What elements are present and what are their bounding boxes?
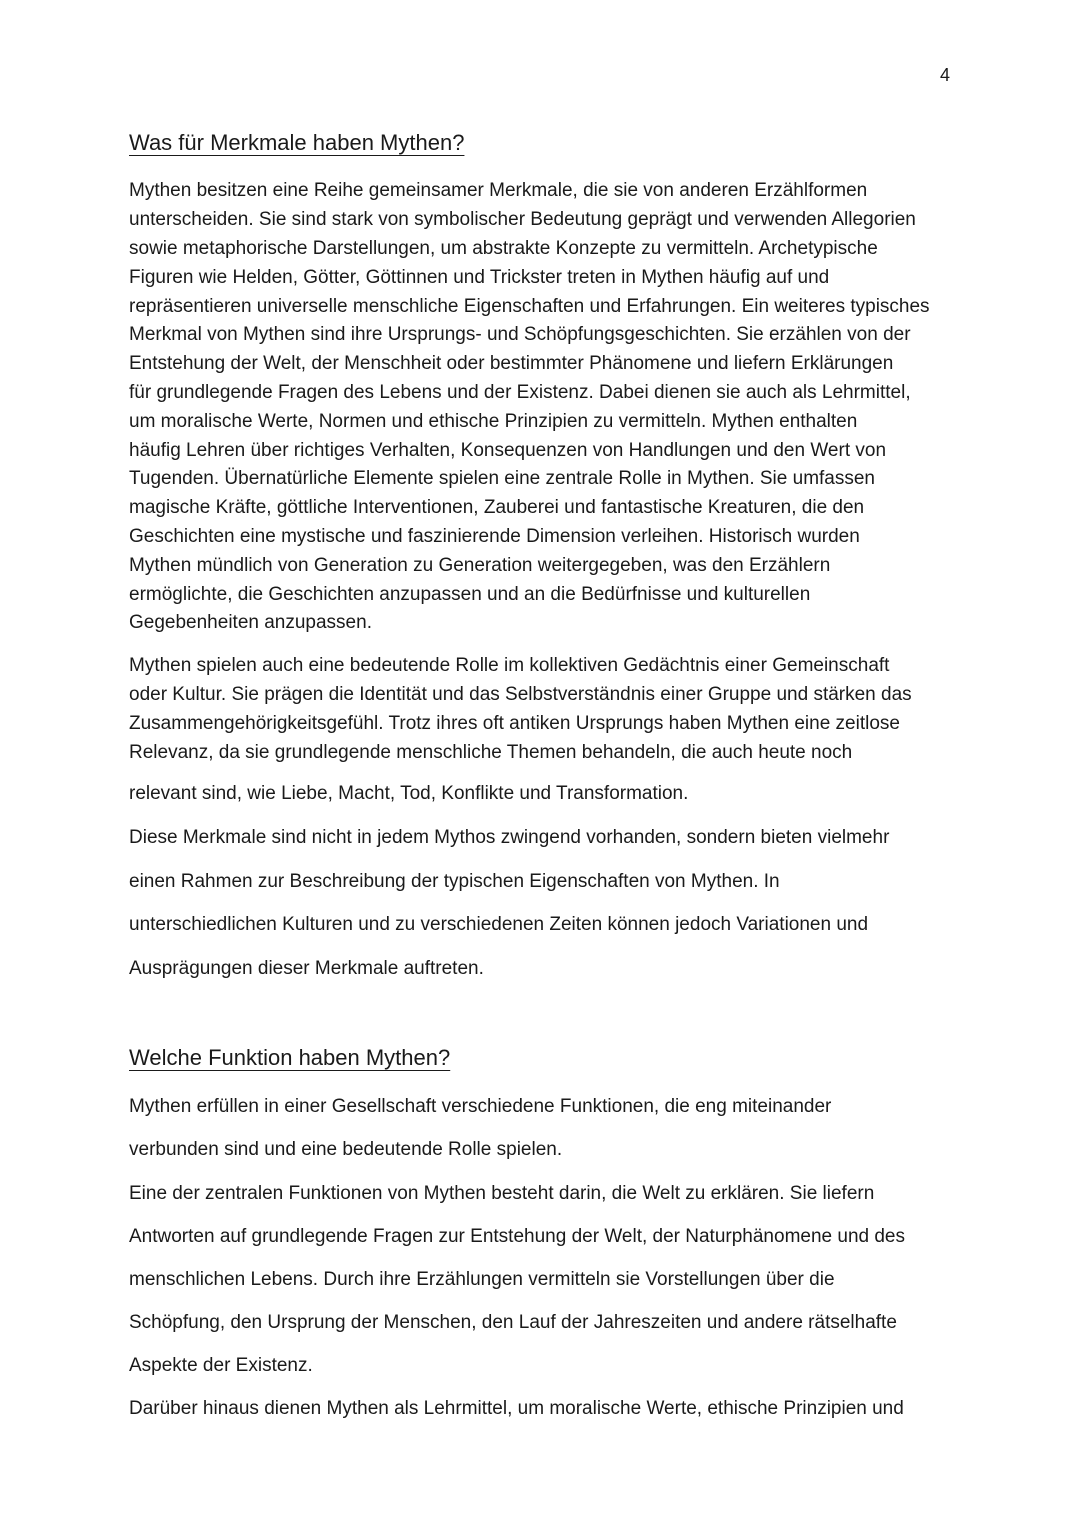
text-line: Diese Merkmale sind nicht in jedem Mythos zwingend vorhanden, sondern bieten vielmehr xyxy=(129,827,890,848)
text-line: Tugenden. Übernatürliche Elemente spielen eine zentrale Rolle in Mythen. Sie umfassen xyxy=(129,468,876,489)
text-line: unterschiedlichen Kulturen und zu verschiedenen Zeiten können jedoch Variationen und xyxy=(129,914,869,935)
text-line: Ausprägungen dieser Merkmale auftreten. xyxy=(129,958,484,979)
text-line: magische Kräfte, göttliche Interventionen, Zauberei und fantastische Kreaturen, die den xyxy=(129,497,865,518)
text-line: Darüber hinaus dienen Mythen als Lehrmittel, um moralische Werte, ethische Prinzipien und xyxy=(129,1398,904,1419)
text-line: Eine der zentralen Funktionen von Mythen besteht darin, die Welt zu erklären. Sie liefern xyxy=(129,1183,875,1204)
section-heading-merkmale: Was für Merkmale haben Mythen? xyxy=(129,130,465,155)
text-line: einen Rahmen zur Beschreibung der typischen Eigenschaften von Mythen. In xyxy=(129,871,780,892)
page-number: 4 xyxy=(940,65,951,85)
text-line: Gegebenheiten anzupassen. xyxy=(129,612,372,633)
text-line: relevant sind, wie Liebe, Macht, Tod, Konflikte und Transformation. xyxy=(129,783,689,804)
text-line: unterscheiden. Sie sind stark von symbolischer Bedeutung geprägt und verwenden Allegorien xyxy=(129,209,916,230)
section-heading-funktion: Welche Funktion haben Mythen? xyxy=(129,1045,451,1070)
text-line: Zusammengehörigkeitsgefühl. Trotz ihres oft antiken Ursprungs haben Mythen eine zeitlose xyxy=(129,713,900,734)
text-line: Mythen mündlich von Generation zu Generation weitergegeben, was den Erzählern xyxy=(129,555,831,576)
text-line: Figuren wie Helden, Götter, Göttinnen und Trickster treten in Mythen häufig auf und xyxy=(129,267,830,288)
text-line: Mythen besitzen eine Reihe gemeinsamer Merkmale, die sie von anderen Erzählformen xyxy=(129,180,868,201)
text-line: Mythen spielen auch eine bedeutende Rolle im kollektiven Gedächtnis einer Gemeinschaft xyxy=(129,655,890,676)
text-line: Mythen erfüllen in einer Gesellschaft verschiedene Funktionen, die eng miteinander xyxy=(129,1096,832,1117)
text-line: sowie metaphorische Darstellungen, um abstrakte Konzepte zu vermitteln. Archetypische xyxy=(129,238,878,259)
text-line: häufig Lehren über richtiges Verhalten, Konsequenzen von Handlungen und den Wert von xyxy=(129,440,887,461)
text-line: ermöglichte, die Geschichten anzupassen und an die Bedürfnisse und kulturellen xyxy=(129,584,811,605)
text-line: Entstehung der Welt, der Menschheit oder bestimmter Phänomene und liefern Erklärungen xyxy=(129,353,894,374)
text-line: Schöpfung, den Ursprung der Menschen, den Lauf der Jahreszeiten und andere rätselhafte xyxy=(129,1312,897,1333)
text-line: Antworten auf grundlegende Fragen zur Entstehung der Welt, der Naturphänomene und des xyxy=(129,1226,905,1247)
text-line: menschlichen Lebens. Durch ihre Erzählungen vermitteln sie Vorstellungen über die xyxy=(129,1269,835,1290)
text-line: oder Kultur. Sie prägen die Identität und das Selbstverständnis einer Gruppe und stärken das xyxy=(129,684,912,705)
text-line: Aspekte der Existenz. xyxy=(129,1355,313,1376)
text-line: Merkmal von Mythen sind ihre Ursprungs- und Schöpfungsgeschichten. Sie erzählen von der xyxy=(129,324,911,345)
text-line: Geschichten eine mystische und faszinierende Dimension verleihen. Historisch wurden xyxy=(129,526,860,547)
text-line: für grundlegende Fragen des Lebens und der Existenz. Dabei dienen sie auch als Lehrmittel, xyxy=(129,382,911,403)
text-line: um moralische Werte, Normen und ethische Prinzipien zu vermitteln. Mythen enthalten xyxy=(129,411,858,432)
text-line: Relevanz, da sie grundlegende menschliche Themen behandeln, die auch heute noch xyxy=(129,742,853,763)
text-line: repräsentieren universelle menschliche Eigenschaften und Erfahrungen. Ein weiteres typisches xyxy=(129,296,930,317)
text-line: verbunden sind und eine bedeutende Rolle spielen. xyxy=(129,1139,563,1160)
